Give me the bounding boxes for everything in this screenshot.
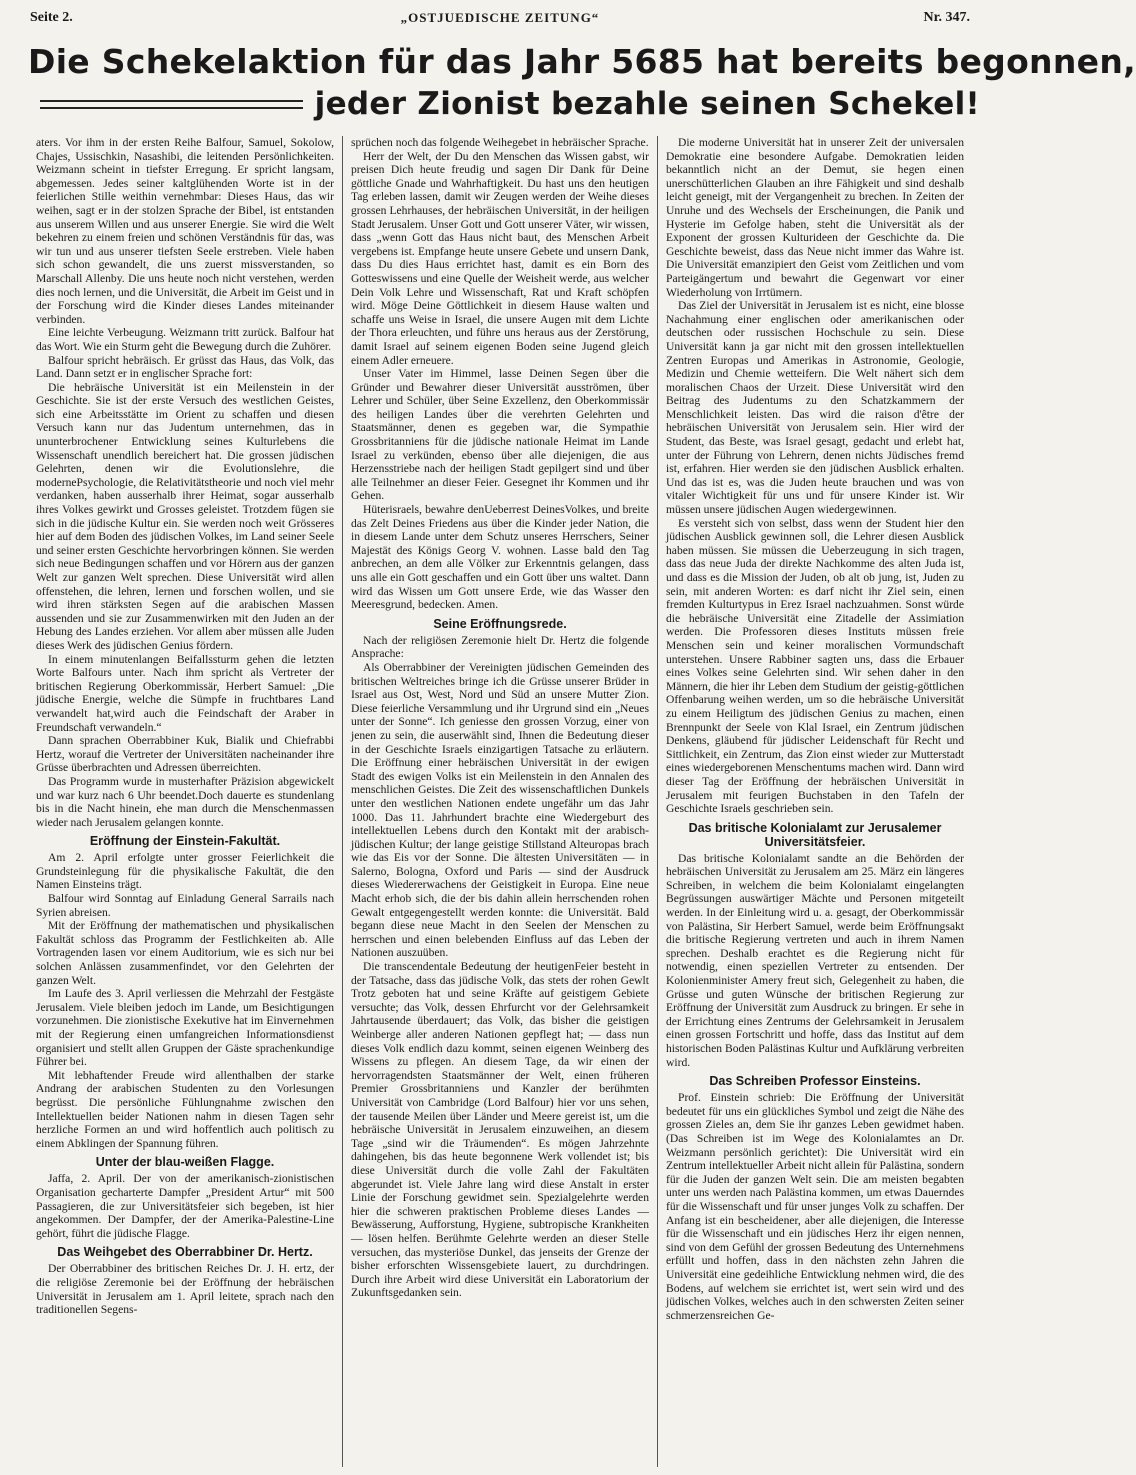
paragraph: Die transcendentale Bedeutung der heutigenFeier besteht in der Tatsache, dass das jüdische Volk, das stets der rohen Gewlt Trotz geboten hat und seine Kräfte auf geistigem Gebiete versuchte; das Volk, dessen Ehrfurcht vor der Gelehrsamkeit Jahrtausende überdauert; das Volk, das bisher die geistigen Weinberge aller anderen Nationen gepflegt hat; — dass nun dieses Volk endlich dazu kommt, seinen eigenen Weinberg des Wissens zu pflegen. An diesem Tage, da wir einen der hervorragendsten Staatsmänner der Welt, einen früheren Premier Grossbritanniens und Kanzler der berühmten Universität von Cambridge (Lord Balfour) hier vor uns sehen, der tausende Meilen über Länder und Meere gereist ist, um die hebräische Universität in Jerusalem einzuweihen, an diesem Tage „sind wir die Träumenden“. Es mögen Jahrzehnte dahingehen, bis das heute begonnene Werk vollendet ist; bis diese Universität durch die volle Zahl der Fakultäten abgerundet ist. Viele Jahre lang wird diese Anstalt in erster Linie der Forschung gewidmet sein. Spezialgelehrte werden hier die schweren praktischen Probleme dieses Landes — Bewässerung, Aufforstung, Hygiene, subtropische Krankheiten — lösen helfen. Berühmte Gelehrte werden an dieser Stelle versuchen, das mysteriöse Dunkel, das jenseits der Grenze der bisher erforschten Wissensgebiete lauert, zu durchdringen. Durch ihre Arbeit wird diese Universität ein Laboratorium der Zukunftsgedanken sein. (351, 960, 649, 1300)
paragraph: Am 2. April erfolgte unter grosser Feierlichkeit die Grundsteinlegung für die physikalische Fakultät, die den Namen Einsteins trägt. (36, 851, 334, 892)
section-heading: Seine Eröffnungsrede. (433, 616, 567, 631)
newspaper-title: „OSTJUEDISCHE ZEITUNG“ (400, 10, 600, 25)
paragraph: sprüchen noch das folgende Weihegebet in hebräischer Sprache. (351, 136, 649, 149)
headline (28, 42, 1136, 124)
decorative-rule-left (40, 100, 303, 109)
running-header (30, 10, 970, 32)
paragraph: Die moderne Universität hat in unserer Zeit der universalen Demokratie eine besondere Aufgabe. Demokratien leiden bekanntlich nicht an der Demut, sie hegen einen unerschütterlichen Glauben an ihre Fähigkeit und sind deshalb leicht geneigt, mit der Vergangenheit zu brechen. In Zeiten der Unruhe und des Wechsels der Erscheinungen, die Panik und Hysterie im Gefolge haben, steht die Universität als der Exponent der grossen Kulturideen der Geschichte da. Die Geschichte beweist, dass das Neue nicht immer das Wahre ist. Die Universität emanzipiert den Geist vom Zeitlichen und vom Parteigängertum und bewahrt die Gegenwart vor einer Wiederholung von Irrtümern. (666, 136, 964, 299)
headline-line-2: jeder Zionist bezahle seinen Schekel! (314, 86, 980, 122)
issue-number: Nr. 347. (923, 10, 970, 25)
paragraph: Prof. Einstein schrieb: Die Eröffnung der Universität bedeutet für uns ein glückliches Symbol und zeigt die Nähe des grossen Zieles an, dem Sie ihr ganzes Leben gewidmet haben. (Das Schreiben ist im Wege des Kolonialamtes an Dr. Weizmann persönlich gerichtet): Die Universität wird ein Zentrum intellektueller Arbeit nicht allein für Palästina, sondern für die Juden der ganzen Welt sein. Die am meisten begabten unter uns werden nach Palästina kommen, um etwas Dauerndes für die Wissenschaft und für unser junges Volk zu schaffen. Der Anfang ist ein bescheidener, aber alle diejenigen, die Interesse für die Wissenschaft und ein jüdisches Herz ihr eigen nennen, sind von dem Gefühl der grossen Bedeutung des Unternehmens erfüllt und hoffen, dass in den nächsten zehn Jahren die Universität eine gedeihliche Entwicklung nehmen wird, die des Bodens, auf welchem sie errichtet ist, wert sein wird und des jüdischen Volkes, welches auch in den schwersten Zeiten seiner schmerzensreichen Ge- (666, 1091, 964, 1322)
paragraph: Unser Vater im Himmel, lasse Deinen Segen über die Gründer und Bewahrer dieser Universität ausströmen, über Lehrer und Schüler, über Seine Exzellenz, den Oberkommissär des heiligen Landes über die verehrten Gelehrten und Staatsmänner, denen es gegeben war, die Sympathie Grossbritanniens für die jüdische nationale Heimat im Lande Israel zu verkünden, ebenso über alle diejenigen, die aus Herzensstriebe nach der heiligen Stadt gepilgert sind und über alle Teilnehmer an dieser Feier. Gesegnet ihr Kommen und ihr Gehen. (351, 367, 649, 503)
paragraph: Nach der religiösen Zeremonie hielt Dr. Hertz die folgende Ansprache: (351, 633, 649, 661)
column-3 (657, 136, 972, 1467)
article-columns (28, 136, 972, 1467)
section-heading: Das Weihgebet des Oberrabbiner Dr. Hertz. (57, 1245, 313, 1260)
paragraph: Eine leichte Verbeugung. Weizmann tritt zurück. Balfour hat das Wort. Wie ein Sturm geht die Bewegung durch die Zuhörer. (36, 326, 334, 353)
section-heading: Das britische Kolonialamt zur Jerusalemer Universitätsfeier. (688, 820, 942, 849)
paragraph: Das britische Kolonialamt sandte an die Behörden der hebräischen Universität zu Jerusalem am 25. März ein längeres Schreiben, in welchem die beim Kolonialamt eingelangten Begrüssungen auswärtiger Mächte und Personen mitgeteilt werden. In der Einleitung wird u. a. gesagt, der Oberkommissär von Palästina, Sir Herbert Samuel, werde beim Eröffnungsakt die britische Regierung vertreten und auch in ihrem Namen sprechen. Deshalb erachtet es die Regierung nicht für notwendig, einen speziellen Vertreter zu entsenden. Der Kolonienminister Amery freut sich, Gelegenheit zu haben, die Grüsse und guten Wünsche der britischen Regierung zur Eröffnung der Universität zum Ausdruck zu bringen. Er sehe in der Errichtung eines Zentrums der Gelehrsamkeit in Jerusalem einen grossen Fortschritt und hoffe, dass das Institut auf dem historischen Boden Palästinas Kultur und Aufklärung verbreiten wird. (666, 851, 964, 1069)
paragraph: Das Ziel der Universität in Jerusalem ist es nicht, eine blosse Nachahmung einer englischen oder amerikanischen oder deutschen oder russischen Hochschule zu sein. Diese Universität kann ja gar nicht mit den grossen intellektuellen Zentren Europas und Amerikas in Astronomie, Geologie, Medizin und Chemie wetteifern. Die Welt nähert sich dem moralischen Chaos der Urzeit. Diese Universität wird den Beitrag des Judentums zu den Schatzkammern der Menschlichkeit leisten. Das wird die raison d'être der hebräischen Universität von Jerusalem sein. Hier wird der Student, das Beste, was Israel gesagt, gedacht und erlebt hat, unter der Führung von Lehrern, denen nichts Jüdisches fremd ist, erfahren. Hier werden sie den jüdischen Ausblick erhalten. Und das ist es, was die Juden heute brauchen und was von vitaler Wichtigkeit für uns und für unsere Kinder ist. Wir müssen unsere jüdischen Augen wiedergewinnen. (666, 299, 964, 517)
section-heading: Unter der blau-weißen Flagge. (95, 1155, 275, 1170)
paragraph: Herr der Welt, der Du den Menschen das Wissen gabst, wir preisen Dich heute freudig und sagen Dir Dank für Deine göttliche Gnade und Wahrhaftigkeit. Du hast uns den heutigen Tag erleben lassen, damit wir Zeugen werden der Weihe dieses grossen Lehrhauses, der hebräischen Universität, in der heiligen Stadt Jerusalem. Unser Gott und Gott unserer Väter, wir wissen, dass „wenn Gott das Haus nicht baut, des Menschen Arbeit vergebens ist. Empfange heute unsere Gebete und unsern Dank, dass Du dies Haus errichtet hast, damit es ein Born des Gotteswissens und eine Quelle der Weisheit werde, aus welcher Dein Volk Lehre und Wissenschaft, Rat und Kraft schöpfen wird. Möge Deine Göttlichkeit in diesem Hause walten und schaffe uns Weise in Israel, die unsere Augen mit dem Lichte der Thora erleuchten, und führe uns heraus aus der Zerstörung, damit Israel auf seinem eigenen Boden seine Jugend gleich einem Adler erneuere. (351, 149, 649, 367)
paragraph: Das Programm wurde in musterhafter Präzision abgewickelt und war kurz nach 6 Uhr beendet.Doch dauerte es stundenlang bis in die Nacht hinein, ehe man durch die Menschenmassen wieder nach Jerusalem gelangen konnte. (36, 774, 334, 829)
paragraph: Balfour wird Sonntag auf Einladung General Sarrails nach Syrien abreisen. (36, 892, 334, 919)
paragraph: Hüterisraels, bewahre denUeberrest DeinesVolkes, und breite das Zelt Deines Friedens aus über die Kinder jeder Nation, die in diesem Lande unter dem Schutz unseres Herrschers, Seiner Majestät des Königs Georg V. wohnen. Lasse bald den Tag anbrechen, an dem alle Völker zur Erkenntnis gelangen, dass uns alle ein Gott geschaffen und ein Gott über uns waltet. Dann wird das Wissen um Gott unsere Erde, wie das Wasser den Meeresgrund, bedecken. Amen. (351, 503, 649, 612)
section-heading: Das Schreiben Professor Einsteins. (709, 1074, 921, 1089)
section-heading: Eröffnung der Einstein-Fakultät. (89, 834, 281, 849)
paragraph: Im Laufe des 3. April verliessen die Mehrzahl der Festgäste Jerusalem. Viele bleiben jedoch im Lande, um Besichtigungen vorzunehmen. Die zionistische Exekutive hat im Einvernehmen mit der Regierung einen umfangreichen Informationsdienst organisiert und stellt allen Gruppen der Gäste sprachenkundige Führer bei. (36, 987, 334, 1069)
paragraph: Mit der Eröffnung der mathematischen und physikalischen Fakultät schloss das Programm der Festlichkeiten ab. Alle Vortragenden lasen vor einem Auditorium, wie es sich nur bei solchen Anlässen zusammenfindet, vor den Gelehrten der ganzen Welt. (36, 919, 334, 987)
paragraph: Jaffa, 2. April. Der von der amerikanisch-zionistischen Organisation gecharterte Dampfer „President Artur“ mit 500 Passagieren, die zur Universitätsfeier sich begeben, ist hier angekommen. Der Dampfer, der der Amerika-Palestine-Line gehört, führt die jüdische Flagge. (36, 1172, 334, 1240)
paragraph: Mit lebhaftender Freude wird allenthalben der starke Andrang der arabischen Studenten zu den Vorlesungen begrüsst. Die persönliche Fühlungnahme zwischen den Intellektuellen beider Nationen nahm in diesen Tagen sehr herzliche Formen an und wird hoffentlich auch politisch zu einem Abklingen der Spannung führen. (36, 1068, 334, 1150)
paragraph: Es versteht sich von selbst, dass wenn der Student hier den jüdischen Ausblick gewinnen soll, die Lehrer diesen Ausblick haben müssen. Sie müssen die Ueberzeugung in sich tragen, dass das neue Juda der direkte Nachkomme des alten Juda ist, und dass es die Mission der Juden, ob alt ob jung, ist, Juden zu sein, mit anderen Worten: es darf nicht ihr Ziel sein, einen fremden Kulturtypus in Erez Israel nachzuahmen. Sonst würde die hebräische Universität eine Zitadelle der Assimiation werden. Die Professoren dieses Instituts müssen freie Menschen sein und keiner moralischen Vormundschaft unterstehen. Unsere Rabbiner sagten uns, dass die Erbauer eines Volkes seine Gelehrten sind. Wir sehen daher in den Männern, die hier ihr Leben dem Studium der geistig-göttlichen Offenbarung weihen werden, um so die hebräische Universität zu einem Heiligtum des jüdischen Genius zu machen, einen Brennpunkt der Seele von Klal Israel, ein Zentrum jüdischen Denkens, gläubend für jüdischer Leidenschaft für Recht und Sittlichkeit, ein Zentrum, das Zion einst wieder zur Mutterstadt eines wiedergeborenen Menschentums machen wird. Dann wird dieser Tag der Eröffnung der hebräischen Universität in Jerusalem mit feurigen Buchstaben in den Tafeln der Geschichte Israels geschrieben sein. (666, 516, 964, 816)
paragraph: Als Oberrabbiner der Vereinigten jüdischen Gemeinden des britischen Weltreiches bringe ich die Grüsse unserer Brüder in Israel aus Ost, West, Nord und Süd an unsere Mutter Zion. Diese feierliche Versammlung und ihr Urgrund sind ein „Neues unter der Sonne“. Ich geniesse den grossen Vorzug, einer von jenen zu sein, die auserwählt sind, Ihnen die Bedeutung dieser in der Geschichte Israels einzigartigen Tatsache zu erläutern. Die Eröffnung einer hebräischen Universität in der ewigen Stadt des ewigen Volks ist ein Meilenstein in den Annalen des menschlichen Geistes. Die Zeit des wissenschaftlichen Dunkels unter den westlichen Nationen endete ungefähr um das Jahr 1000. Das 11. Jahrhundert brachte eine Wiedergeburt des intellektuellen Lebens durch den Kontakt mit der arabisch-jüdischen Kultur; der lange geistige Stillstand Alteuropas brach wie das Eis vor der Sonne. Die ältesten Universitäten — in Salerno, Bologna, Oxford und Paris — sind der Ausdruck dieses Wiedererwachens der Geistigkeit in Europa. Eine neue Macht erhob sich, die der bis dahin allein herrschenden rohen Gewalt entgegengestellt werden konnte: die Universität. Bald begann diese neue Macht in den Seelen der Menschen zu herrschen und einen belebenden Einfluss auf das Leben der Nationen auszuüben. (351, 660, 649, 960)
column-2 (342, 136, 657, 1467)
paragraph: Balfour spricht hebräisch. Er grüsst das Haus, das Volk, das Land. Dann setzt er in englischer Sprache fort: (36, 353, 334, 381)
paragraph: Dann sprachen Oberrabbiner Kuk, Bialik und Chiefrabbi Hertz, worauf die Vertreter der Universitäten nacheinander ihre Grüsse überbrachten und Adressen überreichten. (36, 734, 334, 775)
paragraph: Der Oberrabbiner des britischen Reiches Dr. J. H. ertz, der die religiöse Zeremonie bei der Eröffnung der hebräischen Universität in Jerusalem am 1. April leitete, sprach nach den traditionellen Segens- (36, 1262, 334, 1317)
page-number: Seite 2. (30, 10, 73, 25)
headline-line-2-row (28, 84, 980, 124)
paragraph: In einem minutenlangen Beifallssturm gehen die letzten Worte Balfours unter. Nach ihm spricht als Vertreter der britischen Regierung Oberkommissär, Herbert Samuel: „Die jüdische Energie, welche die Sümpfe in fruchtbares Land verwandelt hat,wird auch die Feindschaft der Araber in Freundschaft verwandeln.“ (36, 652, 334, 734)
paragraph: Die hebräische Universität ist ein Meilenstein in der Geschichte. Sie ist der erste Versuch des westlichen Geistes, sich eine Arbeitsstätte im Orient zu schaffen und diesen Versuch kann nur das Judentum unternehmen, das in ununterbrochener Entwicklung seines Kulturlebens die Wissenschaft unendlich bereichert hat. Die grossen jüdischen Gelehrten, denen wir die Evolutionslehre, die modernePsychologie, die Relativitätstheorie und noch viel mehr verdanken, haben ausserhalb ihrer Heimat, sogar ausserhalb ihres Volkes gewirkt und Grosses geleistet. Trotzdem fügen sie sich in die jüdische Kultur ein. Sie werden noch weit Grösseres hier auf dem Boden des jüdischen Volkes, im Land seiner Seele und seiner ersten Geschichte hervorbringen können. Sie werden sich neue Bedingungen schaffen und vor Hörern aus der ganzen Welt zur ganzen Welt sprechen. Diese Universität wird allen offenstehen, die lehren, lernen und forschen wollen, und sie wird ihren stärksten Segen auf die arabischen Massen aussenden und sie zur Zusammenwirken mit den Juden an der Hebung des Landes erziehen. Vor allem aber müssen alle Juden dieses Werk des jüdischen Genius fördern. (36, 380, 334, 652)
column-1 (28, 136, 342, 1467)
headline-line-1: Die Schekelaktion für das Jahr 5685 hat bereits begonnen, (28, 42, 1136, 81)
paragraph: aters. Vor ihm in der ersten Reihe Balfour, Samuel, Sokolow, Chajes, Ussischkin, Nasashibi, die leitenden Persönlichkeiten. Weizmann scheint in tiefster Erregung. Er spricht langsam, abgemessen. Jedes seiner kaltglühenden Worte ist in der feierlichen Stille weithin vernehmbar: Dieses Haus, das wir weihen, sagt er in der stolzen Sprache der Bibel, ist entstanden aus unserem Willen und aus unserer Energie. Sie wird die Welt bekehren zu einem freien und schönen Verständnis für das, was wir tun und aus unserer tiefsten Seele erstreben. Viele haben sich schon gewandelt, die uns zuerst missverstanden, so Marschall Allenby. Die uns heute noch nicht verstehen, werden dies noch lernen, und die Universität, die Arbeit im Geist und in der Forschung wird die Kinder dieses Landes miteinander verbinden. (36, 136, 334, 326)
